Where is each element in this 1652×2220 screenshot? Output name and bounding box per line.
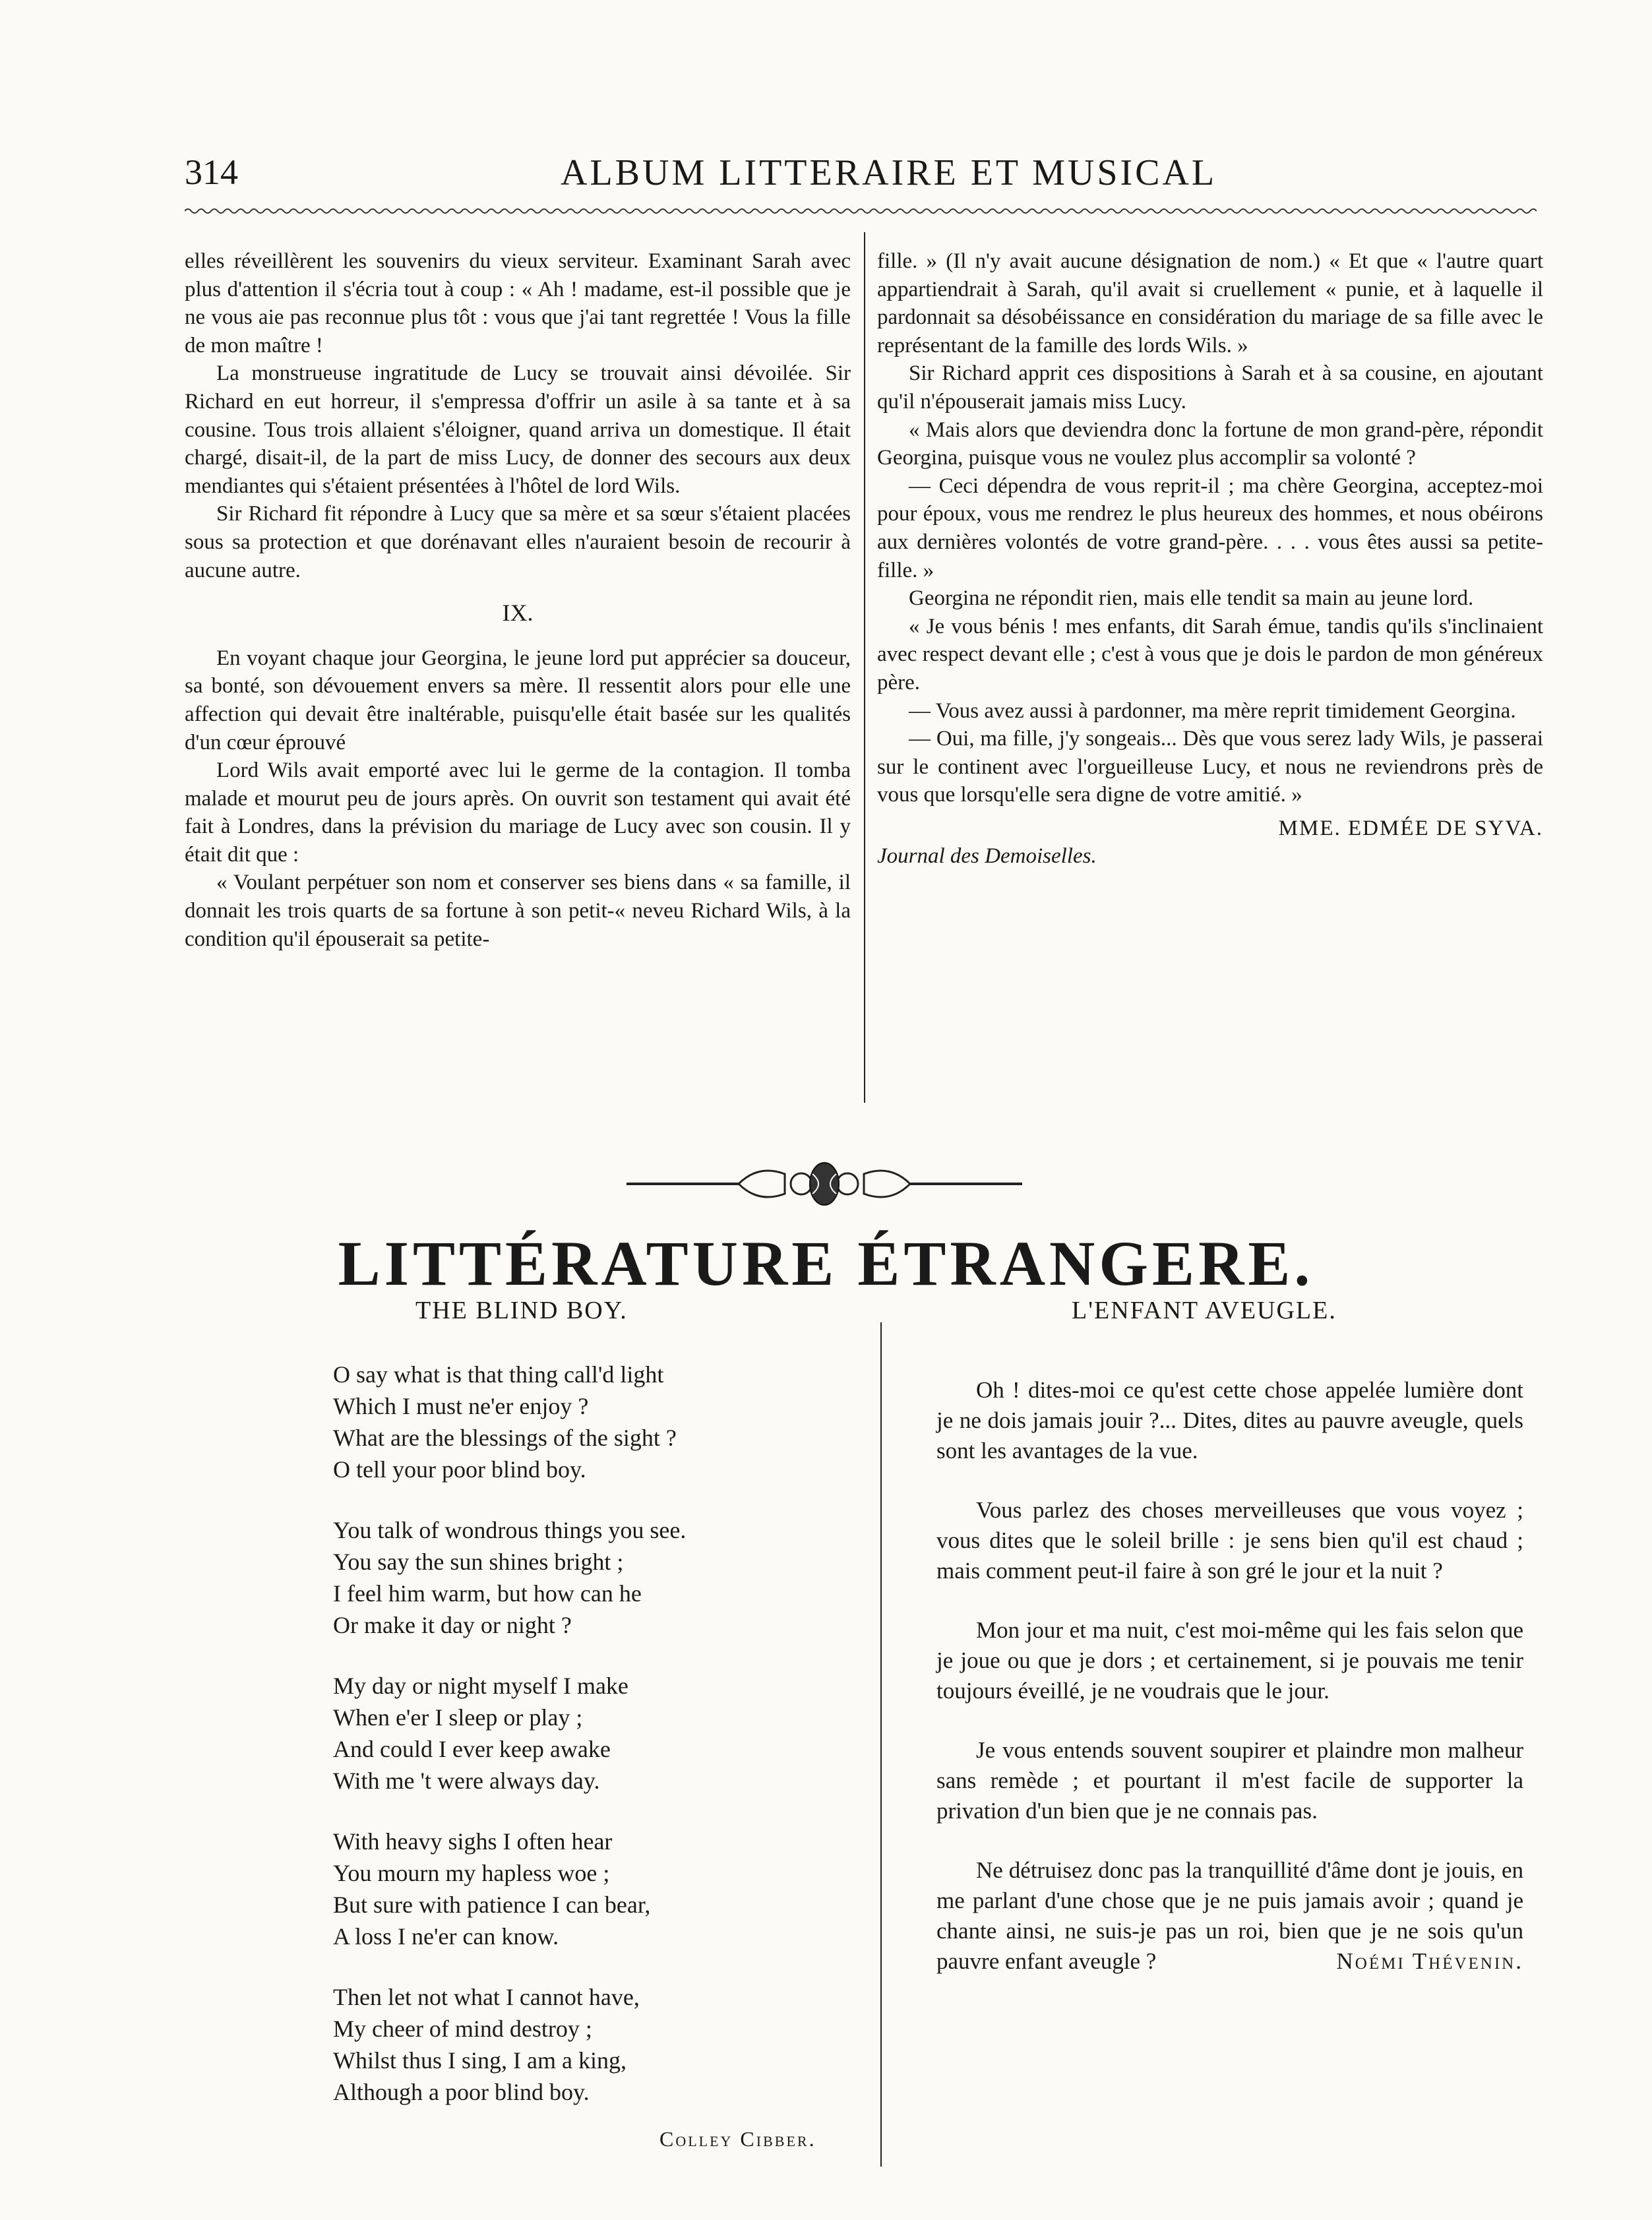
column-divider-bottom <box>880 1322 882 2167</box>
right-column-text <box>877 247 1543 871</box>
poem-line: O tell your poor blind boy. <box>333 1456 586 1483</box>
translation-paragraph: Mon jour et ma nuit, c'est moi-même qui les fais selon que je joue ou que je dors ; et certainement, si je pouvais me tenir toujours éveillé, je ne voudrais que le jour. <box>936 1617 1523 1704</box>
section-title: LITTÉRATURE ÉTRANGERE. <box>338 1228 1314 1299</box>
stanza <box>333 1514 861 1641</box>
paragraph: — Oui, ma fille, j'y songeais... Dès que vous serez lady Wils, je passerai sur le continent avec l'orgueilleuse Lucy, et nous ne reviendrons près de vous que lorsqu'elle sera digne de votre amitié. » <box>877 727 1543 807</box>
paragraph: — Ceci dépendra de vous reprit-il ; ma chère Georgina, acceptez-moi pour époux, vous me rendrez le plus heureux des hommes, et nous obéirons aux dernières volontés de votre grand-père. . . . vous êtes aussi sa petite-fille. » <box>877 474 1543 582</box>
left-column-text <box>185 247 851 953</box>
paragraph: Lord Wils avait emporté avec lui le germe de la contagion. Il tomba malade et mourut peu de jours après. On ouvrit son testament qui avait été fait à Londres, dans la prévision du mariage de Lucy avec son cousin. Il y était dit que : <box>185 758 851 867</box>
poem-line: But sure with patience I can bear, <box>333 1892 651 1918</box>
paragraph: Sir Richard fit répondre à Lucy que sa mère et sa sœur s'étaient placées sous sa protection et que dorénavant elles n'auraient besoin de recourir à aucune autre. <box>185 502 851 582</box>
poem-line: You mourn my hapless woe ; <box>333 1860 610 1886</box>
stanza <box>333 1670 861 1797</box>
translation-paragraph: Oh ! dites-moi ce qu'est cette chose appelée lumière dont je ne dois jamais jouir ?... Dites, dites au pauvre aveugle, quels sont les avantages de la vue. <box>936 1377 1523 1464</box>
poem-line: Then let not what I cannot have, <box>333 1984 640 2010</box>
paragraph: La monstrueuse ingratitude de Lucy se trouvait ainsi dévoilée. Sir Richard en eut horreur, il s'empressa d'offrir un asile à sa tante et à sa cousine. Tous trois allaient s'éloigner, quand arriva un domestique. Il était chargé, disait-il, de la part de miss Lucy, de donner des secours aux deux mendiantes qui s'étaient présentées à l'hôtel de lord Wils. <box>185 361 851 498</box>
poem-author: Colley Cibber. <box>659 2127 816 2151</box>
page-header <box>185 152 1477 204</box>
poem-line: With me 't were always day. <box>333 1768 600 1794</box>
poem-title: THE BLIND BOY. <box>415 1297 628 1324</box>
translation-paragraph: Ne détruisez donc pas la tranquillité d'âme dont je jouis, en me parlant d'une chose que je ne puis jamais avoir ; quand je chante ainsi, ne suis-je pas un roi, bien que je ne sois qu'un pauvre enfant aveugle ? <box>936 1857 1523 1974</box>
poem-line: My cheer of mind destroy ; <box>333 2016 592 2042</box>
stanza <box>333 1826 861 1952</box>
poem-line: You talk of wondrous things you see. <box>333 1517 687 1543</box>
translation-paragraph: Vous parlez des choses merveilleuses que vous voyez ; vous dites que le soleil brille : je sens bien qu'il est chaud ; mais comment peut-il faire à son gré le jour et la nuit ? <box>936 1497 1523 1584</box>
source-citation: Journal des Demoiselles. <box>877 844 1097 869</box>
translation-paragraph: Je vous entends souvent soupirer et plaindre mon malheur sans remède ; et pourtant il m'est facile de supporter la privation d'un bien que je ne connais pas. <box>936 1737 1523 1824</box>
page-number: 314 <box>185 152 238 192</box>
poem-line: O say what is that thing call'd light <box>333 1361 664 1388</box>
paragraph: « Je vous bénis ! mes enfants, dit Sarah émue, tandis qu'ils s'inclinaient avec respect devant elle ; c'est à vous que je dois le pardon de mon généreux père. <box>877 614 1543 694</box>
paragraph: fille. » (Il n'y avait aucune désignation de nom.) « Et que « l'autre quart appartiendrait à Sarah, qu'il avait si cruellement « punie, et à laquelle il pardonnait sa désobéissance en considération du mariage de sa fille avec le représentant de la famille des lords Wils. » <box>877 249 1543 357</box>
paragraph: elles réveillèrent les souvenirs du vieux serviteur. Examinant Sarah avec plus d'attention il s'écria tout à coup : « Ah ! madame, est-il possible que je ne vous aie pas reconnue plus tôt : vous que j'ai tant regrettée ! Vous la fille de mon maître ! <box>185 249 851 357</box>
paragraph: Georgina ne répondit rien, mais elle tendit sa main au jeune lord. <box>909 586 1474 611</box>
poem-line: Although a poor blind boy. <box>333 2079 590 2105</box>
poem-line: When e'er I sleep or play ; <box>333 1704 583 1731</box>
poem-line: And could I ever keep awake <box>333 1736 611 1762</box>
paragraph: Sir Richard apprit ces dispositions à Sarah et à sa cousine, en ajoutant qu'il n'épouserait jamais miss Lucy. <box>877 361 1543 414</box>
poem-line: You say the sun shines bright ; <box>333 1549 624 1575</box>
decorative-ornament <box>627 1154 1022 1214</box>
running-title: ALBUM LITTERAIRE ET MUSICAL <box>561 152 1217 193</box>
column-divider-top <box>864 232 865 1103</box>
section-heading: IX. <box>502 600 534 627</box>
paragraph: — Vous avez aussi à pardonner, ma mère reprit timidement Georgina. <box>909 698 1516 723</box>
paragraph: En voyant chaque jour Georgina, le jeune lord put apprécier sa douceur, sa bonté, son dévouement envers sa mère. Il ressentit alors pour elle une affection qui devait être inaltérable, puisqu'elle était basée sur les qualités d'un cœur éprouvé <box>185 646 851 755</box>
english-poem <box>333 1359 861 2137</box>
stanza <box>333 1981 861 2108</box>
stanza <box>333 1359 861 1485</box>
paragraph: « Voulant perpétuer son nom et conserver ses biens dans « sa famille, il donnait les trois quarts de sa fortune à son petit-« neveu Richard Wils, à la condition qu'il épouserait sa petite- <box>185 871 851 951</box>
poem-line: A loss I ne'er can know. <box>333 1923 559 1950</box>
paragraph: « Mais alors que deviendra donc la fortune de mon grand-père, répondit Georgina, puisque vous ne voulez plus accomplir sa volonté ? <box>877 417 1543 470</box>
poem-line: Whilst thus I sing, I am a king, <box>333 2047 627 2074</box>
author-signature: MME. EDMÉE DE SYVA. <box>1278 816 1543 840</box>
poem-line: What are the blessings of the sight ? <box>333 1425 677 1451</box>
poem-line: Or make it day or night ? <box>333 1612 572 1638</box>
header-wavy-rule <box>185 206 1537 216</box>
poem-line: My day or night myself I make <box>333 1673 628 1699</box>
poem-line: Which I must ne'er enjoy ? <box>333 1393 589 1419</box>
poem-line: I feel him warm, but how can he <box>333 1580 642 1607</box>
translation-title: L'ENFANT AVEUGLE. <box>1072 1297 1337 1324</box>
translator-signature: Noémi Thévenin. <box>1336 1948 1523 1974</box>
poem-line: With heavy sighs I often hear <box>333 1828 613 1855</box>
french-translation <box>936 1375 1523 1977</box>
